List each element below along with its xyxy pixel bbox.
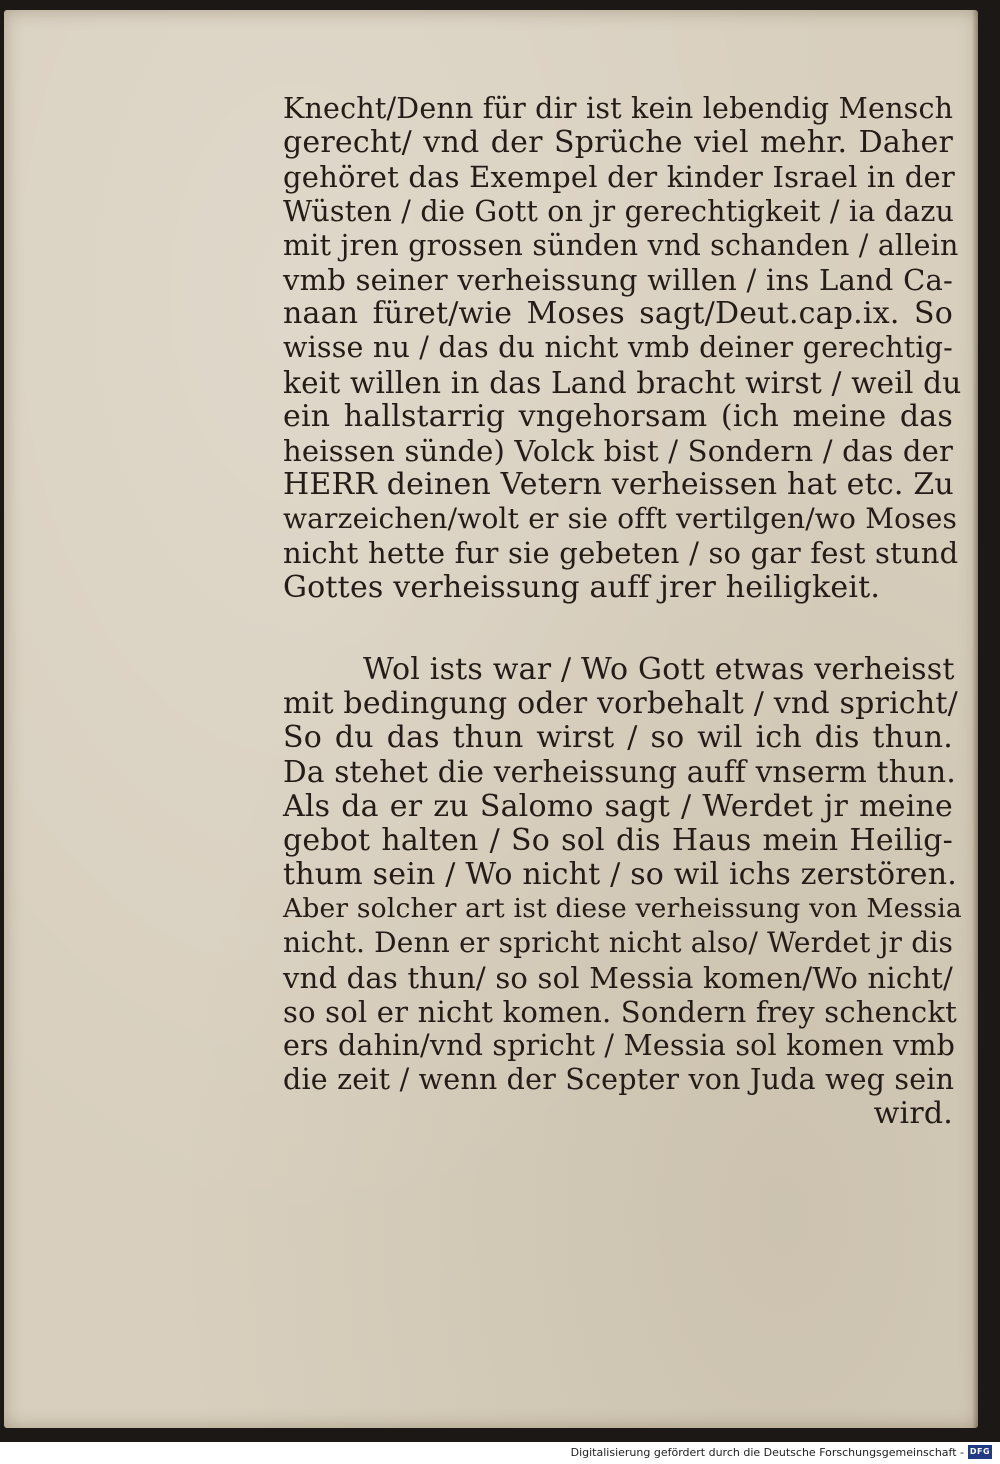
text-line: Da stehet die verheissung auff vnserm thun.	[283, 755, 956, 790]
text-line: Aber solcher art ist diese verheissung von Messia	[283, 893, 962, 925]
page-edge-shadow	[972, 10, 978, 1428]
page-text	[283, 92, 962, 1132]
text-line: HERR deinen Vetern verheissen hat etc. Zu	[283, 467, 954, 503]
text-line: Knecht/Denn für dir ist kein lebendig Mensch	[283, 92, 954, 125]
text-line: ein hallstarrig vngehorsam (ich meine das	[283, 398, 953, 434]
text-line: vmb seiner verheissung willen / ins Land Ca-	[283, 262, 953, 297]
text-line: Wüsten / die Gott on jr gerechtigkeit / ia dazu	[283, 194, 955, 228]
paragraph-2	[283, 651, 962, 1132]
text-line: warzeichen/wolt er sie offt vertilgen/wo Moses	[283, 502, 958, 536]
paragraph-spacer	[283, 605, 953, 653]
text-line: thum sein / Wo nicht / so wil ichs zerstören.	[283, 856, 958, 892]
text-line: so sol er nicht komen. Sondern frey schenckt	[283, 994, 957, 1029]
funding-notice: Digitalisierung gefördert durch die Deutsche Forschungsgemeinschaft -	[570, 1446, 964, 1459]
text-line: keit willen in das Land bracht wirst / weil du	[283, 365, 962, 400]
digitization-footer	[0, 1442, 1000, 1464]
dfg-logo: DFG	[968, 1445, 992, 1459]
text-line: Wol ists war / Wo Gott etwas verheisst	[363, 651, 955, 687]
catchword: wird.	[873, 1096, 953, 1132]
text-line: gehöret das Exempel der kinder Israel in der	[283, 160, 955, 195]
text-line: gerecht/ vnd der Sprüche viel mehr. Daher	[283, 125, 953, 161]
text-line: Als da er zu Salomo sagt / Werdet jr meine	[283, 788, 953, 824]
text-line: wisse nu / das du nicht vmb deiner gerechtig-	[283, 331, 953, 365]
text-line: naan füret/wie Moses sagt/Deut.cap.ix. So	[283, 296, 953, 332]
text-line: ers dahin/vnd spricht / Messia sol komen vmb	[283, 1028, 956, 1062]
text-line: mit jren grossen sünden vnd schanden / allein	[283, 228, 959, 262]
paragraph-1	[283, 92, 962, 605]
text-line: gebot halten / So sol dis Haus mein Heilig-	[283, 822, 953, 858]
text-line: Gottes verheissung auff jrer heiligkeit.	[283, 569, 881, 605]
text-line: So du das thun wirst / so wil ich dis thun.	[283, 720, 953, 756]
text-line: nicht. Denn er spricht nicht also/ Werdet jr dis	[283, 926, 954, 960]
text-line: vnd das thun/ so sol Messia komen/Wo nicht/	[283, 960, 953, 995]
text-line: nicht hette fur sie gebeten / so gar fest stund	[283, 536, 959, 571]
text-line: mit bedingung oder vorbehalt / vnd spricht/	[283, 686, 958, 721]
text-line: die zeit / wenn der Scepter von Juda weg sein	[283, 1063, 955, 1097]
text-line: heissen sünde) Volck bist / Sondern / das der	[283, 433, 954, 468]
